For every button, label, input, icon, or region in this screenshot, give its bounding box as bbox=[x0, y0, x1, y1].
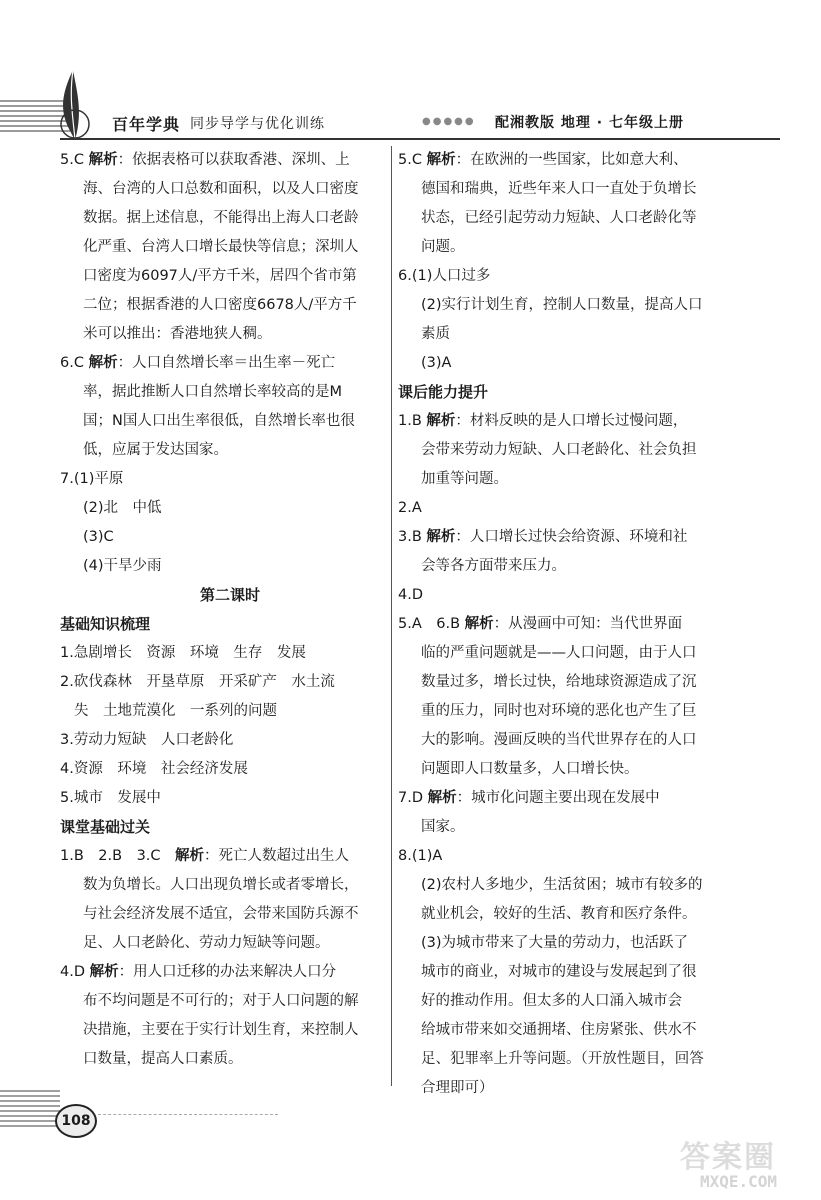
book-subtitle: 同步导学与优化训练 bbox=[190, 116, 325, 132]
answer-number: 6.C bbox=[60, 355, 89, 371]
answer-text: 加重等问题。 bbox=[421, 471, 508, 487]
answer-text: 4.D bbox=[398, 587, 423, 603]
answer-text: ：城市化问题主要出现在发展中 bbox=[456, 790, 660, 806]
answer-text: 海、台湾的人口总数和面积，以及人口密度 bbox=[83, 181, 359, 197]
after-class-section bbox=[398, 378, 738, 1103]
watermark-logo: 答案圈 bbox=[680, 1140, 776, 1175]
answer-text: ：从漫画中可知：当代世界面 bbox=[493, 616, 683, 632]
answer-number: 7.D bbox=[398, 790, 428, 806]
answer-text: 6.(1)人口过多 bbox=[398, 268, 491, 284]
answer-text: 给城市带来如交通拥堵、住房紧张、供水不 bbox=[421, 1022, 697, 1038]
answer-text: 二位；根据香港的人口密度6678人/平方千 bbox=[83, 297, 357, 313]
analysis-keyword: 解析 bbox=[427, 790, 457, 806]
answer-text: 德国和瑞典，近些年来人口一直处于负增长 bbox=[421, 181, 697, 197]
analysis-keyword: 解析 bbox=[175, 848, 205, 864]
answer-text: (3)C bbox=[83, 529, 114, 545]
answer-text: (2)北 中低 bbox=[83, 500, 162, 516]
answer-text: 口数量，提高人口素质。 bbox=[83, 1051, 243, 1067]
answer-text: ：材料反映的是人口增长过慢问题， bbox=[455, 413, 688, 429]
answer-text: 2.砍伐森林 开垦草原 开采矿产 水土流 bbox=[60, 674, 335, 690]
header-rule bbox=[60, 138, 780, 140]
answer-text: 数据。据上述信息，不能得出上海人口老龄 bbox=[83, 210, 359, 226]
answer-text: 问题。 bbox=[421, 239, 465, 255]
answer-text: 低，应属于发达国家。 bbox=[83, 442, 228, 458]
answer-text: (3)为城市带来了大量的劳动力，也活跃了 bbox=[421, 935, 689, 951]
answer-text: ：死亡人数超过出生人 bbox=[204, 848, 350, 864]
quill-icon bbox=[35, 62, 115, 142]
footer-decoration-stripes bbox=[0, 1090, 60, 1130]
answer-text: 率，据此推断人口自然增长率较高的是M bbox=[83, 384, 343, 400]
analysis-keyword: 解析 bbox=[426, 529, 456, 545]
answer-text: 失 土地荒漠化 一系列的问题 bbox=[74, 703, 277, 719]
answer-number: 5.C bbox=[60, 152, 89, 168]
analysis-keyword: 解析 bbox=[89, 964, 119, 980]
brand-title: 百年学典 bbox=[112, 115, 181, 134]
section-heading: 基础知识梳理 bbox=[60, 615, 151, 633]
answer-text: 合理即可） bbox=[421, 1080, 494, 1096]
answer-text: 数量过多，增长过快，给地球资源造成了沉 bbox=[421, 674, 697, 690]
answer-text: 会带来劳动力短缺、人口老龄化、社会负担 bbox=[421, 442, 697, 458]
answer-text: 1.急剧增长 资源 环境 生存 发展 bbox=[60, 645, 306, 661]
answer-text: 素质 bbox=[421, 326, 450, 342]
answer-text: ：人口自然增长率＝出生率－死亡 bbox=[117, 355, 336, 371]
answer-text: ：用人口迁移的办法来解决人口分 bbox=[118, 964, 337, 980]
answer-text: 2.A bbox=[398, 500, 422, 516]
edition-label: 配湘教版 地理 · 七年级上册 bbox=[495, 115, 684, 131]
answer-text: 大的影响。漫画反映的当代世界存在的人口 bbox=[421, 732, 697, 748]
answer-text: 3.劳动力短缺 人口老龄化 bbox=[60, 732, 234, 748]
answer-text: 数为负增长。人口出现负增长或者零增长， bbox=[83, 877, 359, 893]
section-heading: 课后能力提升 bbox=[398, 383, 489, 401]
analysis-keyword: 解析 bbox=[464, 616, 494, 632]
answer-text: 与社会经济发展不适宜，会带来国防兵源不 bbox=[83, 906, 359, 922]
answer-text: (2)实行计划生育，控制人口数量，提高人口 bbox=[421, 297, 703, 313]
answer-number: 4.D bbox=[60, 964, 90, 980]
column-divider bbox=[391, 146, 392, 1086]
answer-5-left bbox=[60, 146, 400, 349]
answer-text: 会等各方面带来压力。 bbox=[421, 558, 566, 574]
answer-text: (3)A bbox=[421, 355, 452, 371]
answer-text: 重的压力，同时也对环境的恶化也产生了巨 bbox=[421, 703, 697, 719]
answer-text: ：人口增长过快会给资源、环境和社 bbox=[455, 529, 688, 545]
answer-text: 口密度为6097人/平方千米，居四个省市第 bbox=[83, 268, 357, 284]
basic-knowledge-section bbox=[60, 610, 400, 813]
answer-text: 7.(1)平原 bbox=[60, 471, 124, 487]
classroom-section bbox=[60, 813, 400, 1074]
answer-text: 国；N国人口出生率很低，自然增长率也很 bbox=[83, 413, 355, 429]
answer-number: 1.B 2.B 3.C bbox=[60, 848, 176, 864]
answer-6-right bbox=[398, 262, 738, 378]
page-number: 108 bbox=[55, 1104, 97, 1138]
answer-text: 化严重、台湾人口增长最快等信息；深圳人 bbox=[83, 239, 359, 255]
answer-5-right bbox=[398, 146, 738, 262]
answer-number: 1.B bbox=[398, 413, 427, 429]
answer-text: 就业机会，较好的生活、教育和医疗条件。 bbox=[421, 906, 697, 922]
footer-rule bbox=[98, 1114, 278, 1115]
answer-number: 5.A 6.B bbox=[398, 616, 465, 632]
answer-text: (2)农村人多地少，生活贫困；城市有较多的 bbox=[421, 877, 703, 893]
answer-text: 4.资源 环境 社会经济发展 bbox=[60, 761, 248, 777]
answer-text: 临的严重问题就是——人口问题，由于人口 bbox=[421, 645, 697, 661]
answer-text: 米可以推出：香港地狭人稠。 bbox=[83, 326, 272, 342]
answer-6-left bbox=[60, 349, 400, 465]
analysis-keyword: 解析 bbox=[426, 413, 456, 429]
answer-text: 5.城市 发展中 bbox=[60, 790, 161, 806]
section-heading: 课堂基础过关 bbox=[60, 818, 151, 836]
answer-number: 3.B bbox=[398, 529, 427, 545]
answer-text: 布不均问题是不可行的；对于人口问题的解 bbox=[83, 993, 359, 1009]
section-title: 第二课时 bbox=[199, 586, 260, 604]
analysis-keyword: 解析 bbox=[426, 152, 456, 168]
answer-text: 足、人口老龄化、劳动力短缺等问题。 bbox=[83, 935, 330, 951]
analysis-keyword: 解析 bbox=[88, 355, 118, 371]
answer-text: 足、犯罪率上升等问题。（开放性题目，回答 bbox=[421, 1051, 704, 1067]
header-dots: ●●●●● bbox=[422, 116, 476, 127]
answer-number: 5.C bbox=[398, 152, 427, 168]
answer-text: (4)干旱少雨 bbox=[83, 558, 162, 574]
answer-text: 决措施，主要在于实行计划生育，来控制人 bbox=[83, 1022, 359, 1038]
answer-text: 国家。 bbox=[421, 819, 465, 835]
left-column bbox=[60, 146, 400, 1074]
answer-text: 8.(1)A bbox=[398, 848, 443, 864]
answer-text: 状态，已经引起劳动力短缺、人口老龄化等 bbox=[421, 210, 697, 226]
right-column bbox=[398, 146, 738, 1103]
analysis-keyword: 解析 bbox=[88, 152, 118, 168]
answer-text: 城市的商业，对城市的建设与发展起到了很 bbox=[421, 964, 697, 980]
answer-text: 好的推动作用。但太多的人口涌入城市会 bbox=[421, 993, 682, 1009]
answer-text: ：依据表格可以获取香港、深圳、上 bbox=[117, 152, 350, 168]
watermark-url: MXQE.COM bbox=[700, 1172, 778, 1191]
answer-text: ：在欧洲的一些国家，比如意大利、 bbox=[455, 152, 688, 168]
answer-7-left bbox=[60, 465, 400, 581]
answer-text: 问题即人口数量多，人口增长快。 bbox=[421, 761, 639, 777]
